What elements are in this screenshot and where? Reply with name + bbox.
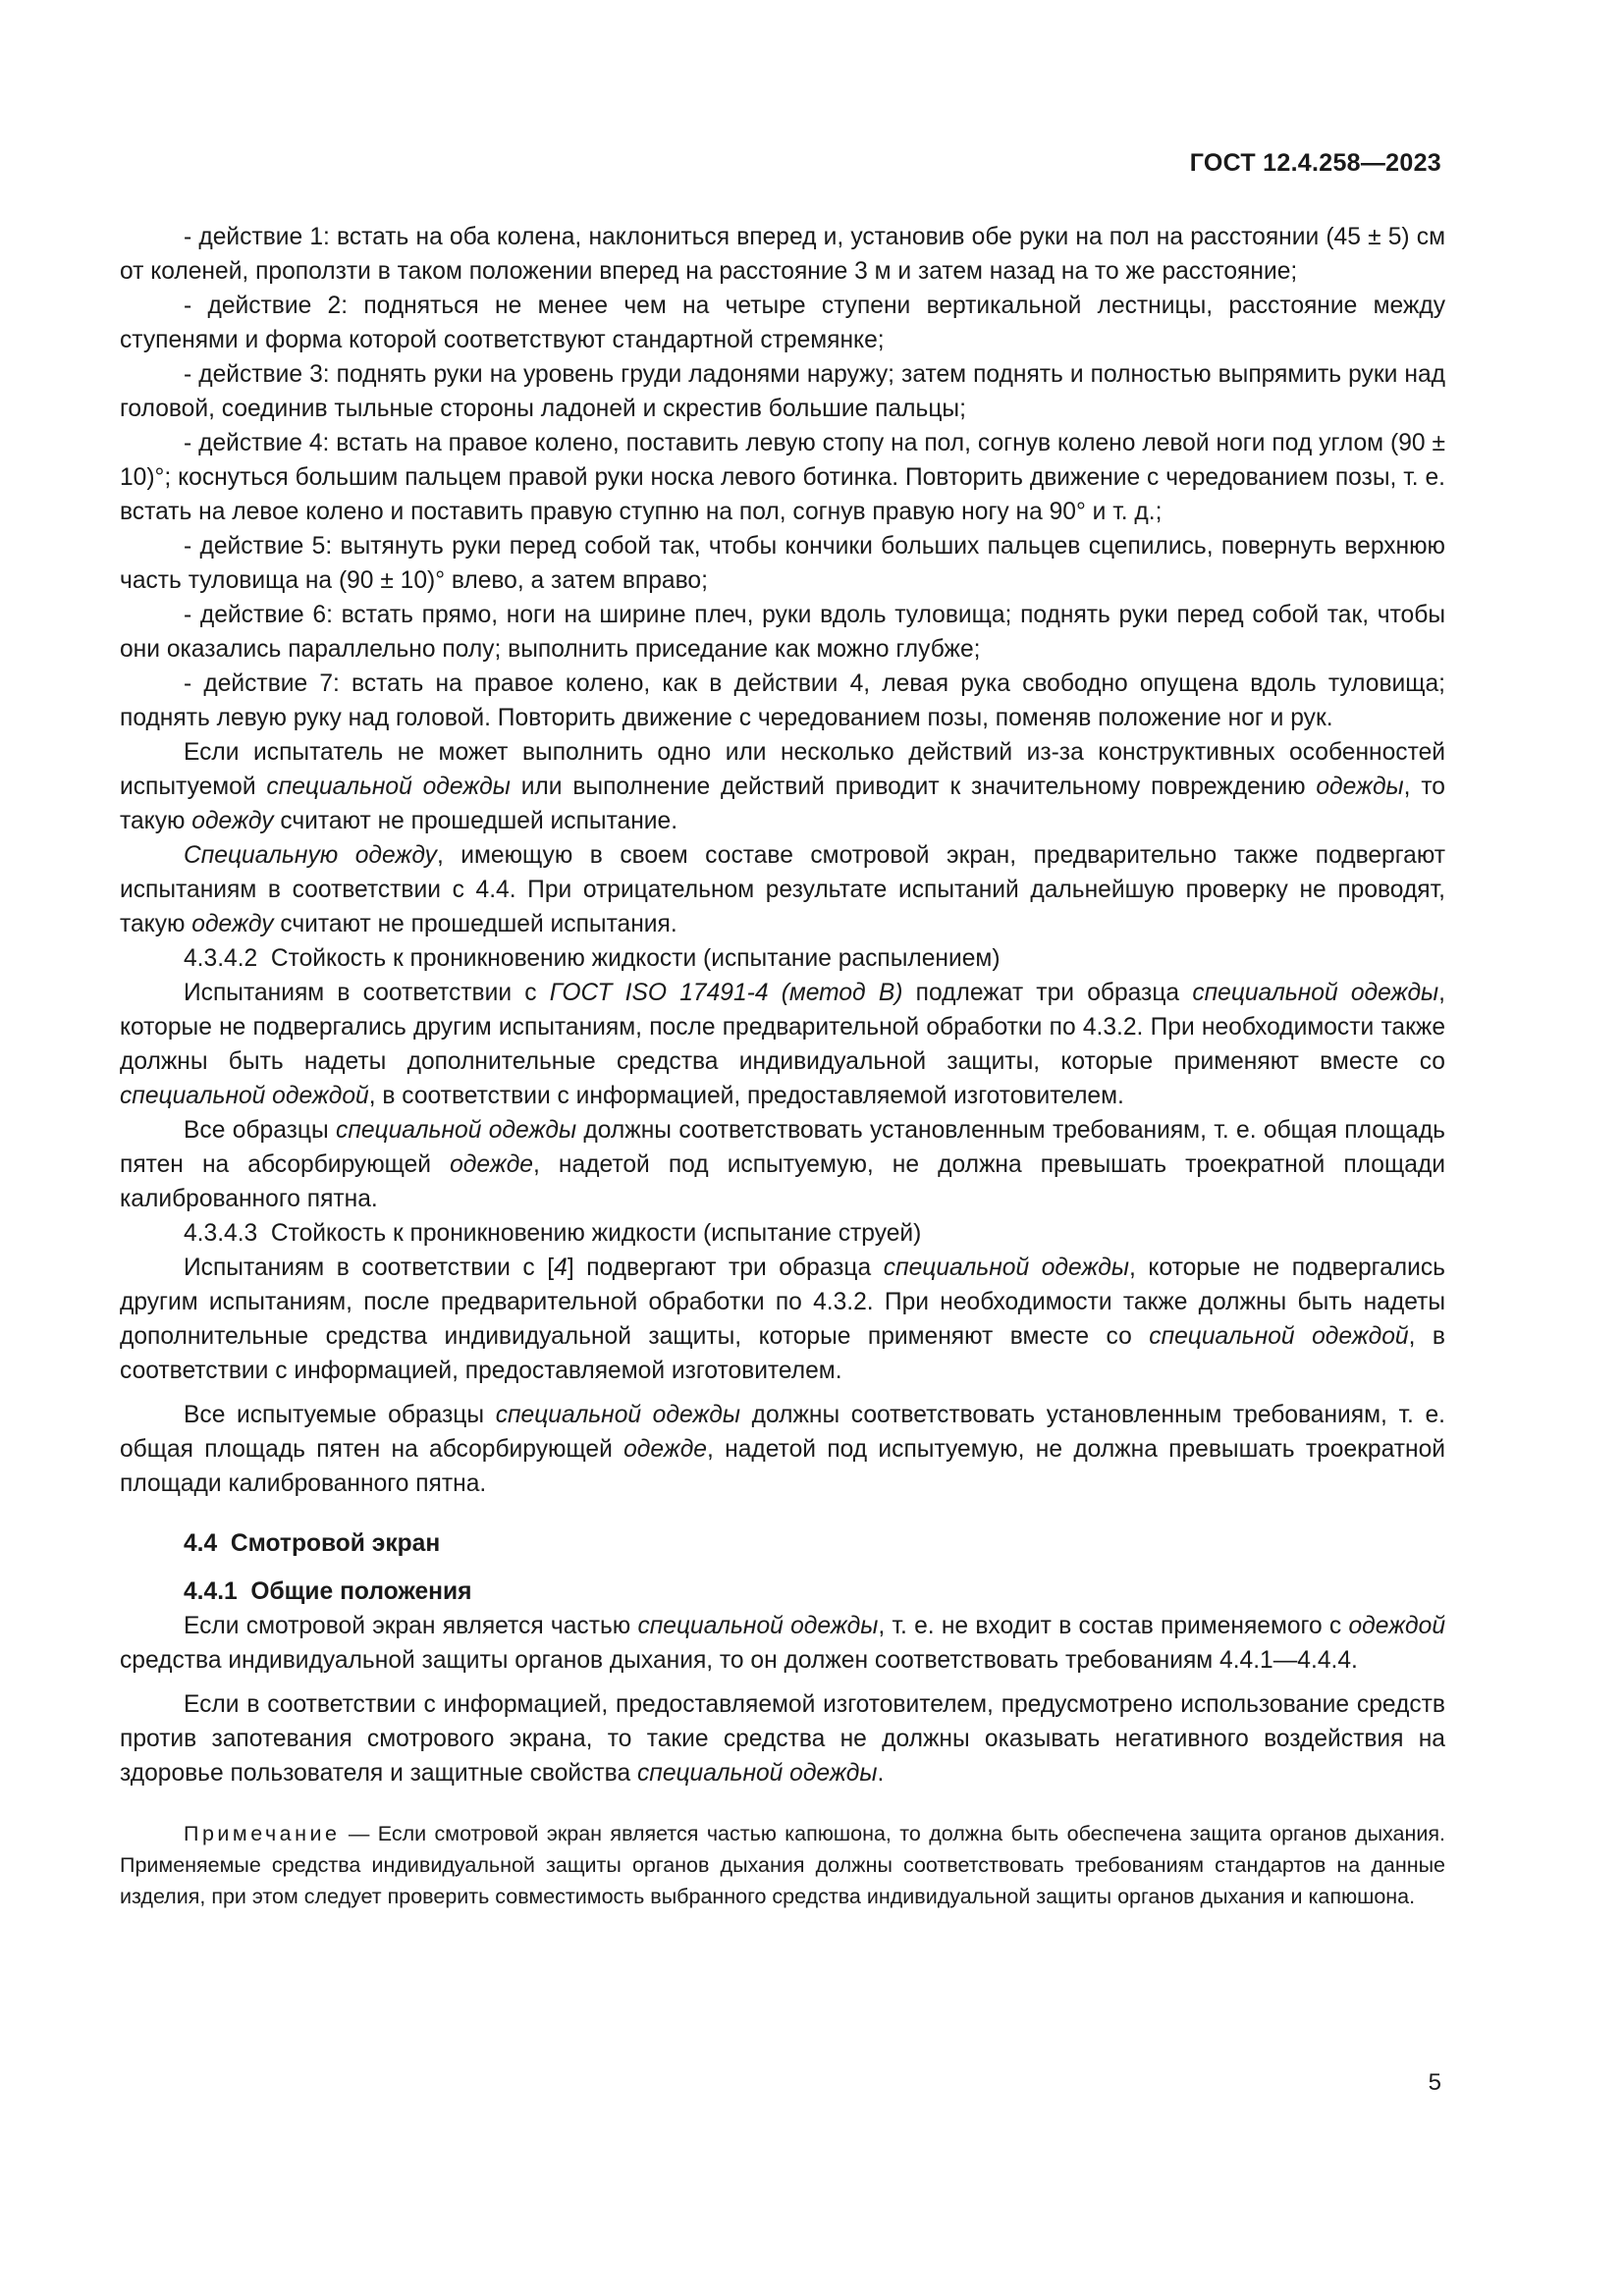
note-paragraph: Примечание — Если смотровой экран является частью капюшона, то должна быть обеспечена защита органов дыхания. Применяемые средства индивидуальной защиты органов дыхания должны соответствовать требованиям стандартов на данные изделия, при этом следует проверить совместимость выбранного средства индивидуальной защиты органов дыхания и капюшона. [120,1822,1445,1908]
body-paragraph: Испытаниям в соответствии с [4] подвергают три образца специальной одежды, которые не подвергались другим испытаниям, после предварительной обработки по 4.3.2. При необходимости также должны быть надеты дополнительные средства индивидуальной защиты, которые применяют вместе со специальной одеждой, в соответствии с информацией, предоставляемой изготовителем. [120,1255,1445,1384]
body-paragraph: Все испытуемые образцы специальной одежды должны соответствовать установленным требованиям, т. е. общая площадь пятен на абсорбирующей одежде, надетой под испытуемую, не должна превышать троекратной площади калиброванного пятна. [120,1402,1445,1497]
section-heading: 4.4 Смотровой экран [184,1530,441,1557]
document-header: ГОСТ 12.4.258—2023 [1189,149,1441,177]
body-paragraph: - действие 1: встать на оба колена, наклониться вперед и, установив обе руки на пол на расстоянии (45 ± 5) см от коленей, проползти в таком положении вперед на расстояние 3 м и затем назад на то же расстояние; [120,224,1445,285]
body-paragraph: Если в соответствии с информацией, предоставляемой изготовителем, предусмотрено использование средств против запотевания смотрового экрана, то такие средства не должны оказывать негативного воздействия на здоровье пользователя и защитные свойства специальной одежды. [120,1691,1445,1787]
body-paragraph: Если испытатель не может выполнить одно или несколько действий из-за конструктивных особенностей испытуемой специальной одежды или выполнение действий приводит к значительному повреждению одежды, то такую одежду считают не прошедшей испытание. [120,739,1445,834]
body-paragraph: - действие 3: поднять руки на уровень груди ладонями наружу; затем поднять и полностью выпрямить руки над головой, соединив тыльные стороны ладоней и скрестив большие пальцы; [120,361,1445,422]
subsection-heading: 4.4.1 Общие положения [184,1578,472,1605]
body-paragraph: 4.3.4.3 Стойкость к проникновению жидкости (испытание струей) [184,1220,922,1247]
body-paragraph: - действие 2: подняться не менее чем на четыре ступени вертикальной лестницы, расстояние между ступенями и форма которой соответствуют стандартной стремянке; [120,293,1445,353]
body-paragraph: Если смотровой экран является частью специальной одежды, т. е. не входит в состав применяемого с одеждой средства индивидуальной защиты органов дыхания, то он должен соответствовать требованиям 4.4.1—4.4.4. [120,1613,1445,1674]
body-paragraph: Специальную одежду, имеющую в своем составе смотровой экран, предварительно также подвергают испытаниям в соответствии с 4.4. При отрицательном результате испытаний дальнейшую проверку не проводят, такую одежду считают не прошедшей испытания. [120,842,1445,937]
document-body [120,220,1445,1912]
body-paragraph: 4.3.4.2 Стойкость к проникновению жидкости (испытание распылением) [184,945,1001,972]
body-paragraph: - действие 5: вытянуть руки перед собой так, чтобы кончики больших пальцев сцепились, повернуть верхнюю часть туловища на (90 ± 10)° влево, а затем вправо; [120,533,1445,594]
body-paragraph: - действие 7: встать на правое колено, как в действии 4, левая рука свободно опущена вдоль туловища; поднять левую руку над головой. Повторить движение с чередованием позы, поменяв положение ног и рук. [120,670,1445,731]
body-paragraph: - действие 4: встать на правое колено, поставить левую стопу на пол, согнув колено левой ноги под углом (90 ± 10)°; коснуться большим пальцем правой руки носка левого ботинка. Повторить движение с чередованием позы, т. е. встать на левое колено и поставить правую ступню на пол, согнув правую ногу на 90° и т. д.; [120,430,1445,525]
page-number: 5 [1428,2069,1441,2096]
body-paragraph: - действие 6: встать прямо, ноги на ширине плеч, руки вдоль туловища; поднять руки перед собой так, чтобы они оказались параллельно полу; выполнить приседание как можно глубже; [120,602,1445,663]
body-paragraph: Испытаниям в соответствии с ГОСТ ISO 17491-4 (метод В) подлежат три образца специальной одежды, которые не подвергались другим испытаниям, после предварительной обработки по 4.3.2. При необходимости также должны быть надеты дополнительные средства индивидуальной защиты, которые применяют вместе со специальной одеждой, в соответствии с информацией, предоставляемой изготовителем. [120,980,1445,1109]
body-paragraph: Все образцы специальной одежды должны соответствовать установленным требованиям, т. е. общая площадь пятен на абсорбирующей одежде, надетой под испытуемую, не должна превышать троекратной площади калиброванного пятна. [120,1117,1445,1212]
